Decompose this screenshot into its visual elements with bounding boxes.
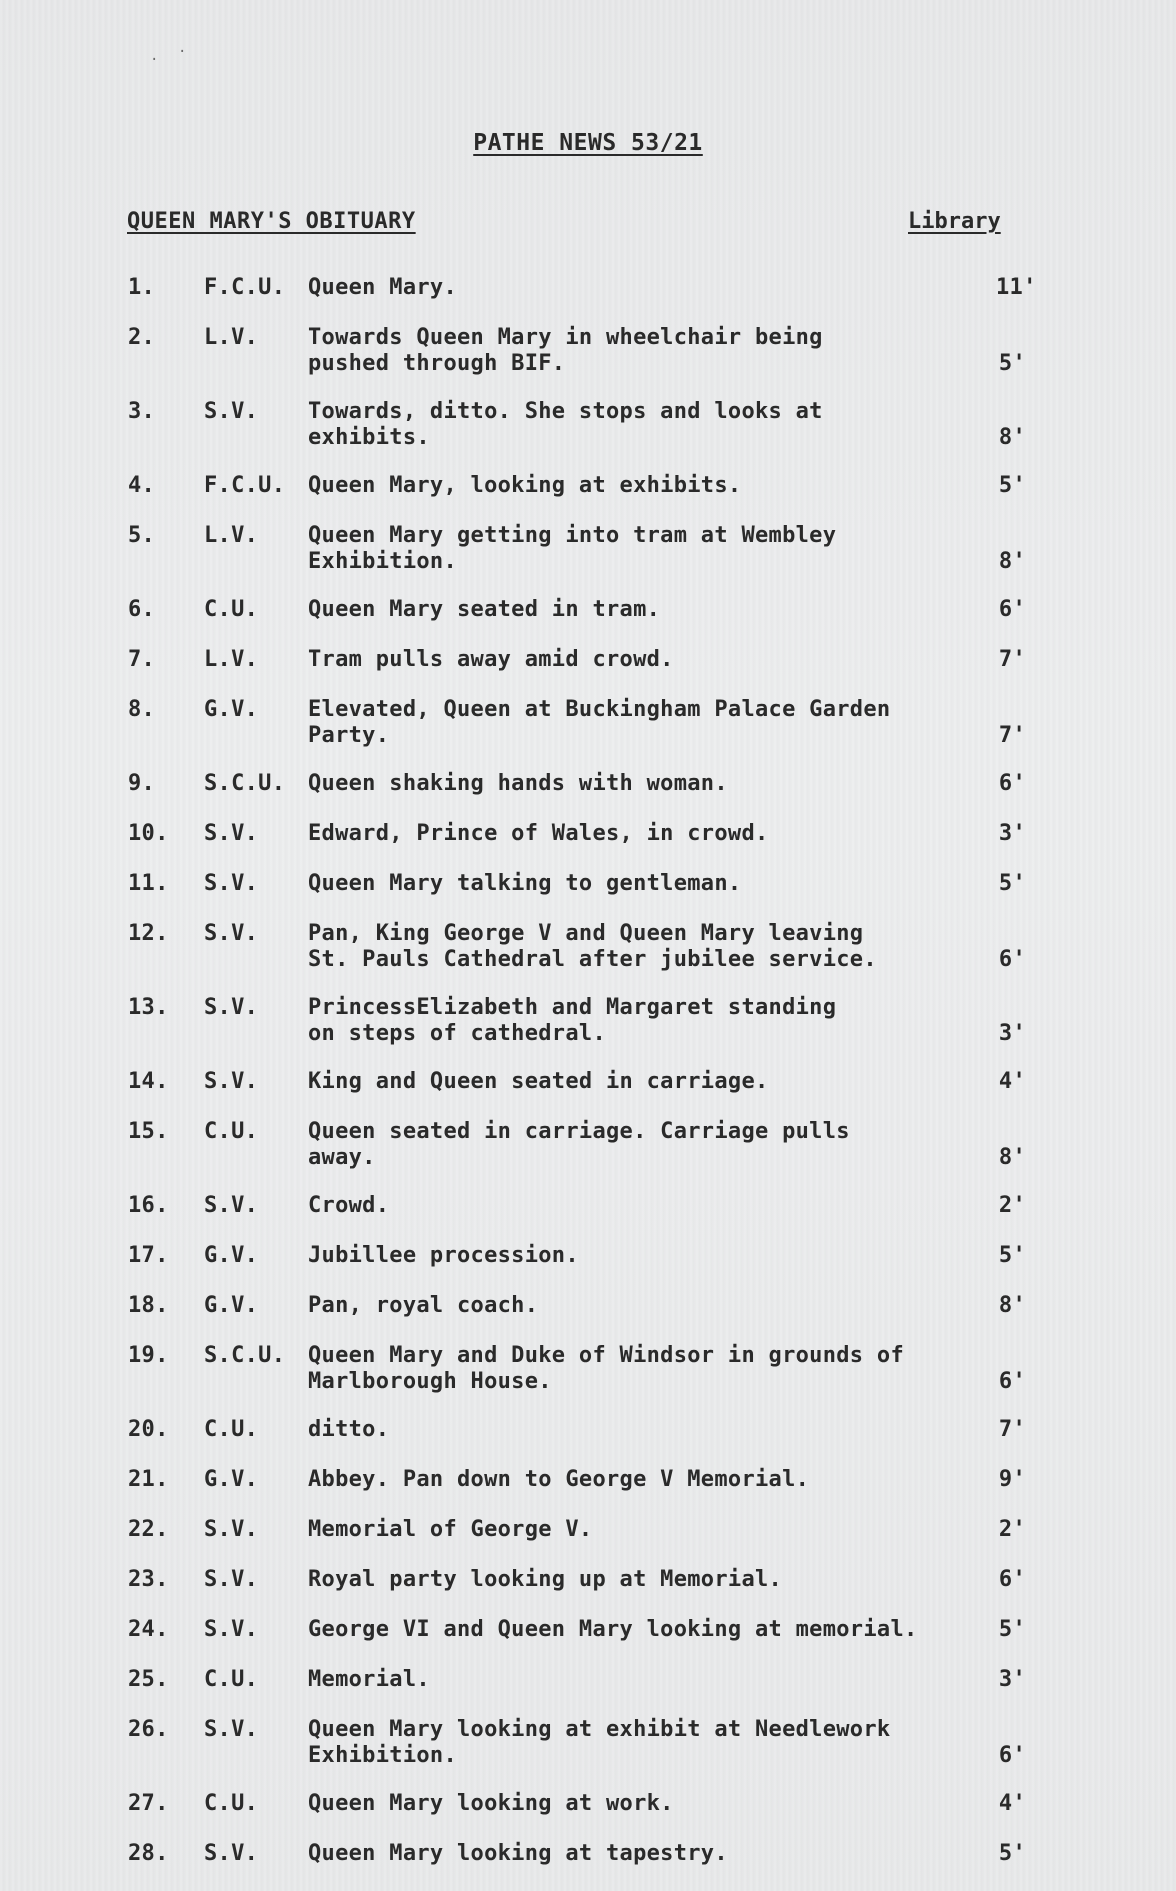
shot-number: 20. <box>128 1417 169 1442</box>
shot-list <box>0 275 1176 1891</box>
shot-description: Queen Mary looking at exhibit at Needlework Exhibition. <box>308 1717 891 1768</box>
section-title: QUEEN MARY'S OBITUARY <box>127 209 416 234</box>
shot-list-item <box>0 1417 1176 1467</box>
shot-length: 6' <box>998 597 1026 622</box>
shot-list-item <box>0 325 1176 399</box>
shot-length: 3' <box>998 1667 1026 1692</box>
shot-list-item <box>0 1343 1176 1417</box>
ink-speck: · <box>178 44 187 60</box>
shot-list-item <box>0 1467 1176 1517</box>
shot-description: PrincessElizabeth and Margaret standing on steps of cathedral. <box>308 995 837 1046</box>
shot-number: 22. <box>128 1517 169 1542</box>
shot-description: ditto. <box>308 1417 390 1442</box>
shot-number: 24. <box>128 1617 169 1642</box>
shot-list-item <box>0 1567 1176 1617</box>
shot-type: L.V. <box>204 523 259 548</box>
shot-description: Pan, royal coach. <box>308 1293 539 1318</box>
shot-type: F.C.U. <box>204 275 286 300</box>
shot-number: 28. <box>128 1841 169 1866</box>
shot-length: 8' <box>998 1293 1026 1318</box>
shot-type: C.U. <box>204 1119 259 1144</box>
shot-number: 7. <box>128 647 156 672</box>
shot-list-item <box>0 399 1176 473</box>
shot-number: 18. <box>128 1293 169 1318</box>
shot-length: 4' <box>998 1069 1026 1094</box>
shot-description: Queen Mary looking at tapestry. <box>308 1841 728 1866</box>
shot-length: 9' <box>998 1467 1026 1492</box>
shot-number: 13. <box>128 995 169 1020</box>
document-title: PATHE NEWS 53/21 <box>473 130 703 156</box>
shot-type: S.V. <box>204 1841 259 1866</box>
shot-description: Towards Queen Mary in wheelchair being pushed through BIF. <box>308 325 823 376</box>
shot-number: 27. <box>128 1791 169 1816</box>
shot-number: 17. <box>128 1243 169 1268</box>
shot-length: 7' <box>998 1417 1026 1442</box>
shot-length: 8' <box>998 425 1026 450</box>
shot-length: 5' <box>998 1243 1026 1268</box>
shot-list-item <box>0 871 1176 921</box>
shot-length: 6' <box>998 947 1026 972</box>
shot-length: 6' <box>998 1567 1026 1592</box>
shot-list-item <box>0 1119 1176 1193</box>
shot-type: C.U. <box>204 597 259 622</box>
shot-description: Pan, King George V and Queen Mary leaving St. Pauls Cathedral after jubilee service. <box>308 921 877 972</box>
shot-length: 8' <box>998 549 1026 574</box>
shot-type: C.U. <box>204 1667 259 1692</box>
shot-number: 10. <box>128 821 169 846</box>
shot-number: 15. <box>128 1119 169 1144</box>
shot-type: S.C.U. <box>204 771 286 796</box>
shot-description: Memorial of George V. <box>308 1517 593 1542</box>
shot-number: 25. <box>128 1667 169 1692</box>
shot-number: 12. <box>128 921 169 946</box>
shot-list-item <box>0 995 1176 1069</box>
shot-description: Jubillee procession. <box>308 1243 579 1268</box>
shot-number: 14. <box>128 1069 169 1094</box>
shot-number: 19. <box>128 1343 169 1368</box>
shot-description: Tram pulls away amid crowd. <box>308 647 674 672</box>
document-title-wrapper <box>0 130 1176 156</box>
shot-description: Crowd. <box>308 1193 390 1218</box>
shot-description: Abbey. Pan down to George V Memorial. <box>308 1467 810 1492</box>
shot-list-item <box>0 1069 1176 1119</box>
shot-description: Queen Mary looking at work. <box>308 1791 674 1816</box>
shot-description: Queen Mary, looking at exhibits. <box>308 473 742 498</box>
shot-description: Queen Mary talking to gentleman. <box>308 871 742 896</box>
shot-list-item <box>0 1791 1176 1841</box>
shot-type: S.V. <box>204 399 259 424</box>
shot-type: S.V. <box>204 995 259 1020</box>
shot-list-item <box>0 597 1176 647</box>
shot-list-item <box>0 697 1176 771</box>
shot-description: Queen Mary seated in tram. <box>308 597 661 622</box>
shot-description: Edward, Prince of Wales, in crowd. <box>308 821 769 846</box>
shot-length: 11' <box>996 275 1037 300</box>
shot-description: George VI and Queen Mary looking at memorial. <box>308 1617 918 1642</box>
shot-number: 26. <box>128 1717 169 1742</box>
shot-description: Memorial. <box>308 1667 430 1692</box>
shot-length: 5' <box>998 871 1026 896</box>
shot-number: 9. <box>128 771 156 796</box>
shot-length: 4' <box>998 1791 1026 1816</box>
shot-number: 4. <box>128 473 156 498</box>
shot-description: Elevated, Queen at Buckingham Palace Garden Party. <box>308 697 891 748</box>
shot-type: S.C.U. <box>204 1343 286 1368</box>
shot-description: King and Queen seated in carriage. <box>308 1069 769 1094</box>
shot-length: 5' <box>998 1841 1026 1866</box>
shot-type: S.V. <box>204 1193 259 1218</box>
shot-length: 5' <box>998 1617 1026 1642</box>
shot-number: 5. <box>128 523 156 548</box>
shot-type: C.U. <box>204 1417 259 1442</box>
shot-type: S.V. <box>204 1069 259 1094</box>
shot-number: 23. <box>128 1567 169 1592</box>
shot-length: 5' <box>998 473 1026 498</box>
shot-number: 3. <box>128 399 156 424</box>
shot-number: 2. <box>128 325 156 350</box>
shot-number: 16. <box>128 1193 169 1218</box>
shot-type: L.V. <box>204 647 259 672</box>
shot-type: L.V. <box>204 325 259 350</box>
shot-type: C.U. <box>204 1791 259 1816</box>
shot-length: 2' <box>998 1517 1026 1542</box>
shot-list-item <box>0 275 1176 325</box>
shot-length: 5' <box>998 351 1026 376</box>
shot-list-item <box>0 647 1176 697</box>
shot-description: Royal party looking up at Memorial. <box>308 1567 783 1592</box>
shot-number: 11. <box>128 871 169 896</box>
shot-description: Queen Mary. <box>308 275 457 300</box>
shot-list-item <box>0 1667 1176 1717</box>
shot-length: 2' <box>998 1193 1026 1218</box>
shot-number: 1. <box>128 275 156 300</box>
shot-list-item <box>0 1841 1176 1891</box>
shot-list-item <box>0 1617 1176 1667</box>
shot-type: S.V. <box>204 921 259 946</box>
shot-length: 6' <box>998 1369 1026 1394</box>
shot-type: F.C.U. <box>204 473 286 498</box>
shot-length: 7' <box>998 647 1026 672</box>
shot-number: 21. <box>128 1467 169 1492</box>
shot-number: 6. <box>128 597 156 622</box>
shot-type: S.V. <box>204 821 259 846</box>
shot-list-item <box>0 771 1176 821</box>
shot-length: 7' <box>998 723 1026 748</box>
shot-length: 8' <box>998 1145 1026 1170</box>
shot-description: Queen Mary getting into tram at Wembley Exhibition. <box>308 523 837 574</box>
shot-type: S.V. <box>204 1617 259 1642</box>
shot-type: S.V. <box>204 871 259 896</box>
shot-length: 6' <box>998 771 1026 796</box>
shot-type: G.V. <box>204 1467 259 1492</box>
shot-description: Queen Mary and Duke of Windsor in grounds of Marlborough House. <box>308 1343 904 1394</box>
shot-type: S.V. <box>204 1517 259 1542</box>
shot-list-item <box>0 1243 1176 1293</box>
shot-description: Queen shaking hands with woman. <box>308 771 728 796</box>
shot-list-item <box>0 1717 1176 1791</box>
shot-description: Queen seated in carriage. Carriage pulls away. <box>308 1119 850 1170</box>
shot-type: G.V. <box>204 697 259 722</box>
shot-number: 8. <box>128 697 156 722</box>
ink-speck: · <box>150 52 159 68</box>
shot-list-item <box>0 821 1176 871</box>
shot-list-item <box>0 1517 1176 1567</box>
shot-type: S.V. <box>204 1717 259 1742</box>
shot-list-item <box>0 1293 1176 1343</box>
shot-length: 3' <box>998 821 1026 846</box>
library-column-header: Library <box>908 209 1001 234</box>
shot-list-item <box>0 473 1176 523</box>
shot-type: S.V. <box>204 1567 259 1592</box>
shot-description: Towards, ditto. She stops and looks at exhibits. <box>308 399 823 450</box>
shot-length: 3' <box>998 1021 1026 1046</box>
shot-length: 6' <box>998 1743 1026 1768</box>
shot-list-item <box>0 523 1176 597</box>
shot-type: G.V. <box>204 1293 259 1318</box>
shot-type: G.V. <box>204 1243 259 1268</box>
shot-list-item <box>0 1193 1176 1243</box>
shot-list-item <box>0 921 1176 995</box>
